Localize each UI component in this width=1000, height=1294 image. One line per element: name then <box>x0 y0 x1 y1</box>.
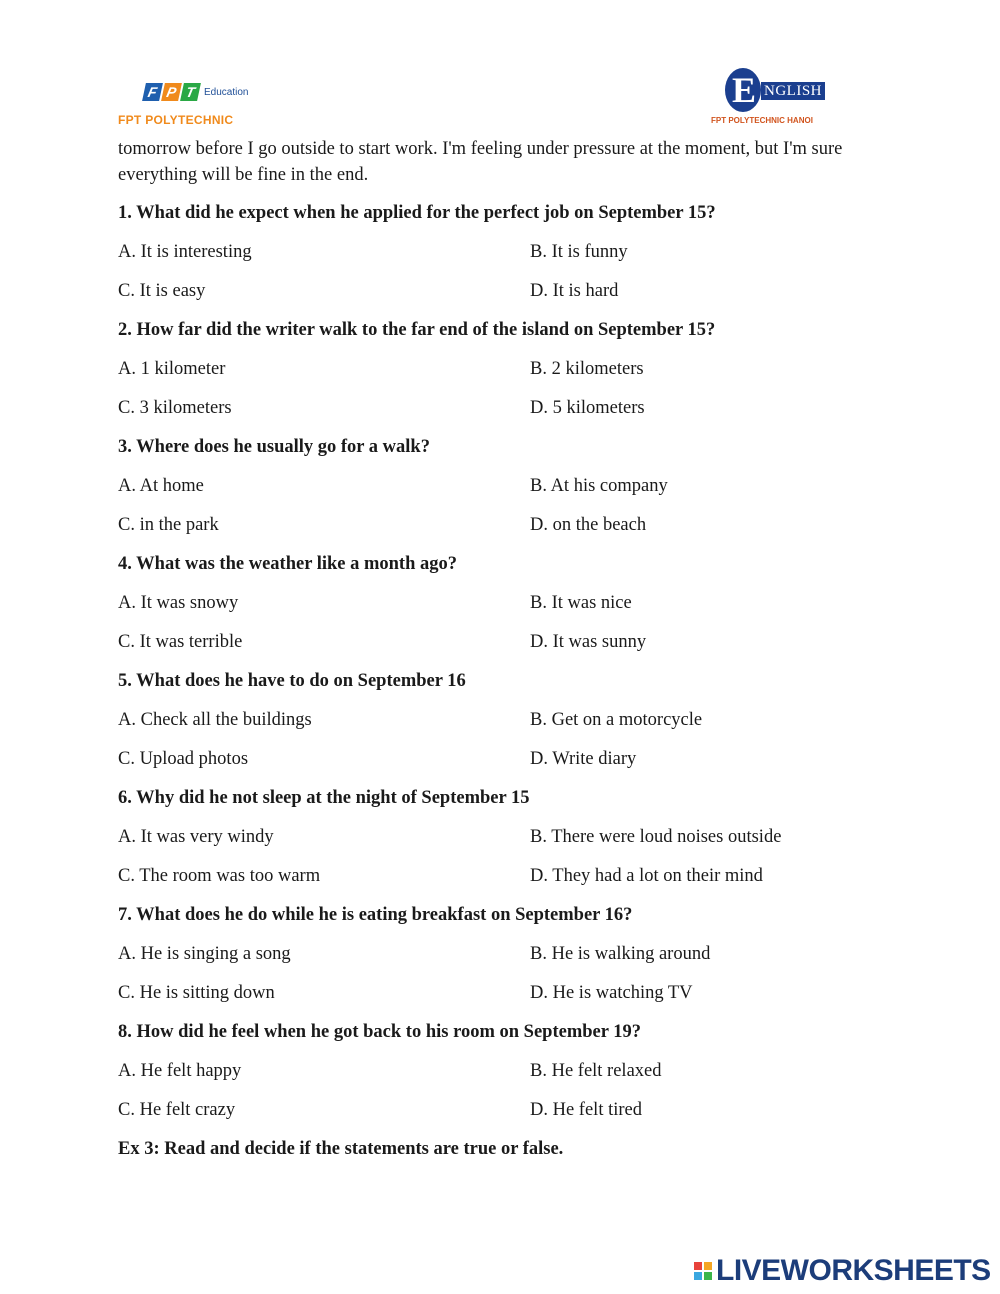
question-7-option-b: B. He is walking around <box>530 944 711 964</box>
question-7-option-d: D. He is watching TV <box>530 983 693 1003</box>
question-4-option-d: D. It was sunny <box>530 632 647 652</box>
question-3-option-c: C. in the park <box>118 515 219 535</box>
question-6-option-a: A. It was very windy <box>118 827 274 847</box>
english-logo-e: E <box>732 70 757 110</box>
fpt-badge-p: P <box>161 83 182 101</box>
question-4: 4. What was the weather like a month ago? <box>118 554 457 574</box>
question-1-option-d: D. It is hard <box>530 281 619 301</box>
question-5-option-a: A. Check all the buildings <box>118 710 312 730</box>
exercise-3-heading: Ex 3: Read and decide if the statements are true or false. <box>118 1139 564 1159</box>
question-6-option-c: C. The room was too warm <box>118 866 321 886</box>
question-3: 3. Where does he usually go for a walk? <box>118 437 430 457</box>
question-4-option-b: B. It was nice <box>530 593 632 613</box>
fpt-education-label: Education <box>204 87 249 98</box>
question-5-option-c: C. Upload photos <box>118 749 249 769</box>
question-8-option-c: C. He felt crazy <box>118 1100 236 1120</box>
question-5-option-b: B. Get on a motorcycle <box>530 710 703 730</box>
fpt-badge-f: F <box>142 83 163 101</box>
liveworksheets-logo <box>694 1256 991 1286</box>
question-3-option-d: D. on the beach <box>530 515 647 535</box>
english-department-logo <box>703 64 833 130</box>
question-4-option-a: A. It was snowy <box>118 593 239 613</box>
question-2: 2. How far did the writer walk to the far end of the island on September 15? <box>118 320 716 340</box>
question-6-option-b: B. There were loud noises outside <box>530 827 782 847</box>
question-1-option-b: B. It is funny <box>530 242 628 262</box>
question-8-option-b: B. He felt relaxed <box>530 1061 662 1081</box>
liveworksheets-brand: LIVEWORKSHEETS <box>716 1254 991 1287</box>
question-4-option-c: C. It was terrible <box>118 632 243 652</box>
question-8-option-d: D. He felt tired <box>530 1100 642 1120</box>
question-1: 1. What did he expect when he applied for the perfect job on September 15? <box>118 203 716 223</box>
english-logo-word: NGLISH <box>761 82 825 100</box>
question-2-option-a: A. 1 kilometer <box>118 359 226 379</box>
fpt-badge-t: T <box>180 83 201 101</box>
liveworksheets-icon <box>694 1262 712 1280</box>
question-1-option-a: A. It is interesting <box>118 242 252 262</box>
fpt-polytechnic-label: FPT POLYTECHNIC <box>118 113 234 127</box>
question-2-option-b: B. 2 kilometers <box>530 359 644 379</box>
question-2-option-d: D. 5 kilometers <box>530 398 645 418</box>
fpt-badges <box>144 83 199 103</box>
question-7-option-c: C. He is sitting down <box>118 983 275 1003</box>
question-6: 6. Why did he not sleep at the night of September 15 <box>118 788 530 808</box>
question-3-option-b: B. At his company <box>530 476 668 496</box>
question-6-option-d: D. They had a lot on their mind <box>530 866 763 886</box>
english-logo-subtitle: FPT POLYTECHNIC HANOI <box>711 116 813 125</box>
question-5-option-d: D. Write diary <box>530 749 637 769</box>
passage-text: tomorrow before I go outside to start work. I'm feeling under pressure at the moment, but I'm sure everything will be fine in the end. <box>118 139 843 185</box>
question-1-option-c: C. It is easy <box>118 281 206 301</box>
question-7: 7. What does he do while he is eating breakfast on September 16? <box>118 905 633 925</box>
question-3-option-a: A. At home <box>118 476 204 496</box>
question-8: 8. How did he feel when he got back to his room on September 19? <box>118 1022 641 1042</box>
question-8-option-a: A. He felt happy <box>118 1061 242 1081</box>
fpt-education-logo <box>118 80 278 130</box>
question-5: 5. What does he have to do on September 16 <box>118 671 466 691</box>
question-2-option-c: C. 3 kilometers <box>118 398 232 418</box>
question-7-option-a: A. He is singing a song <box>118 944 291 964</box>
